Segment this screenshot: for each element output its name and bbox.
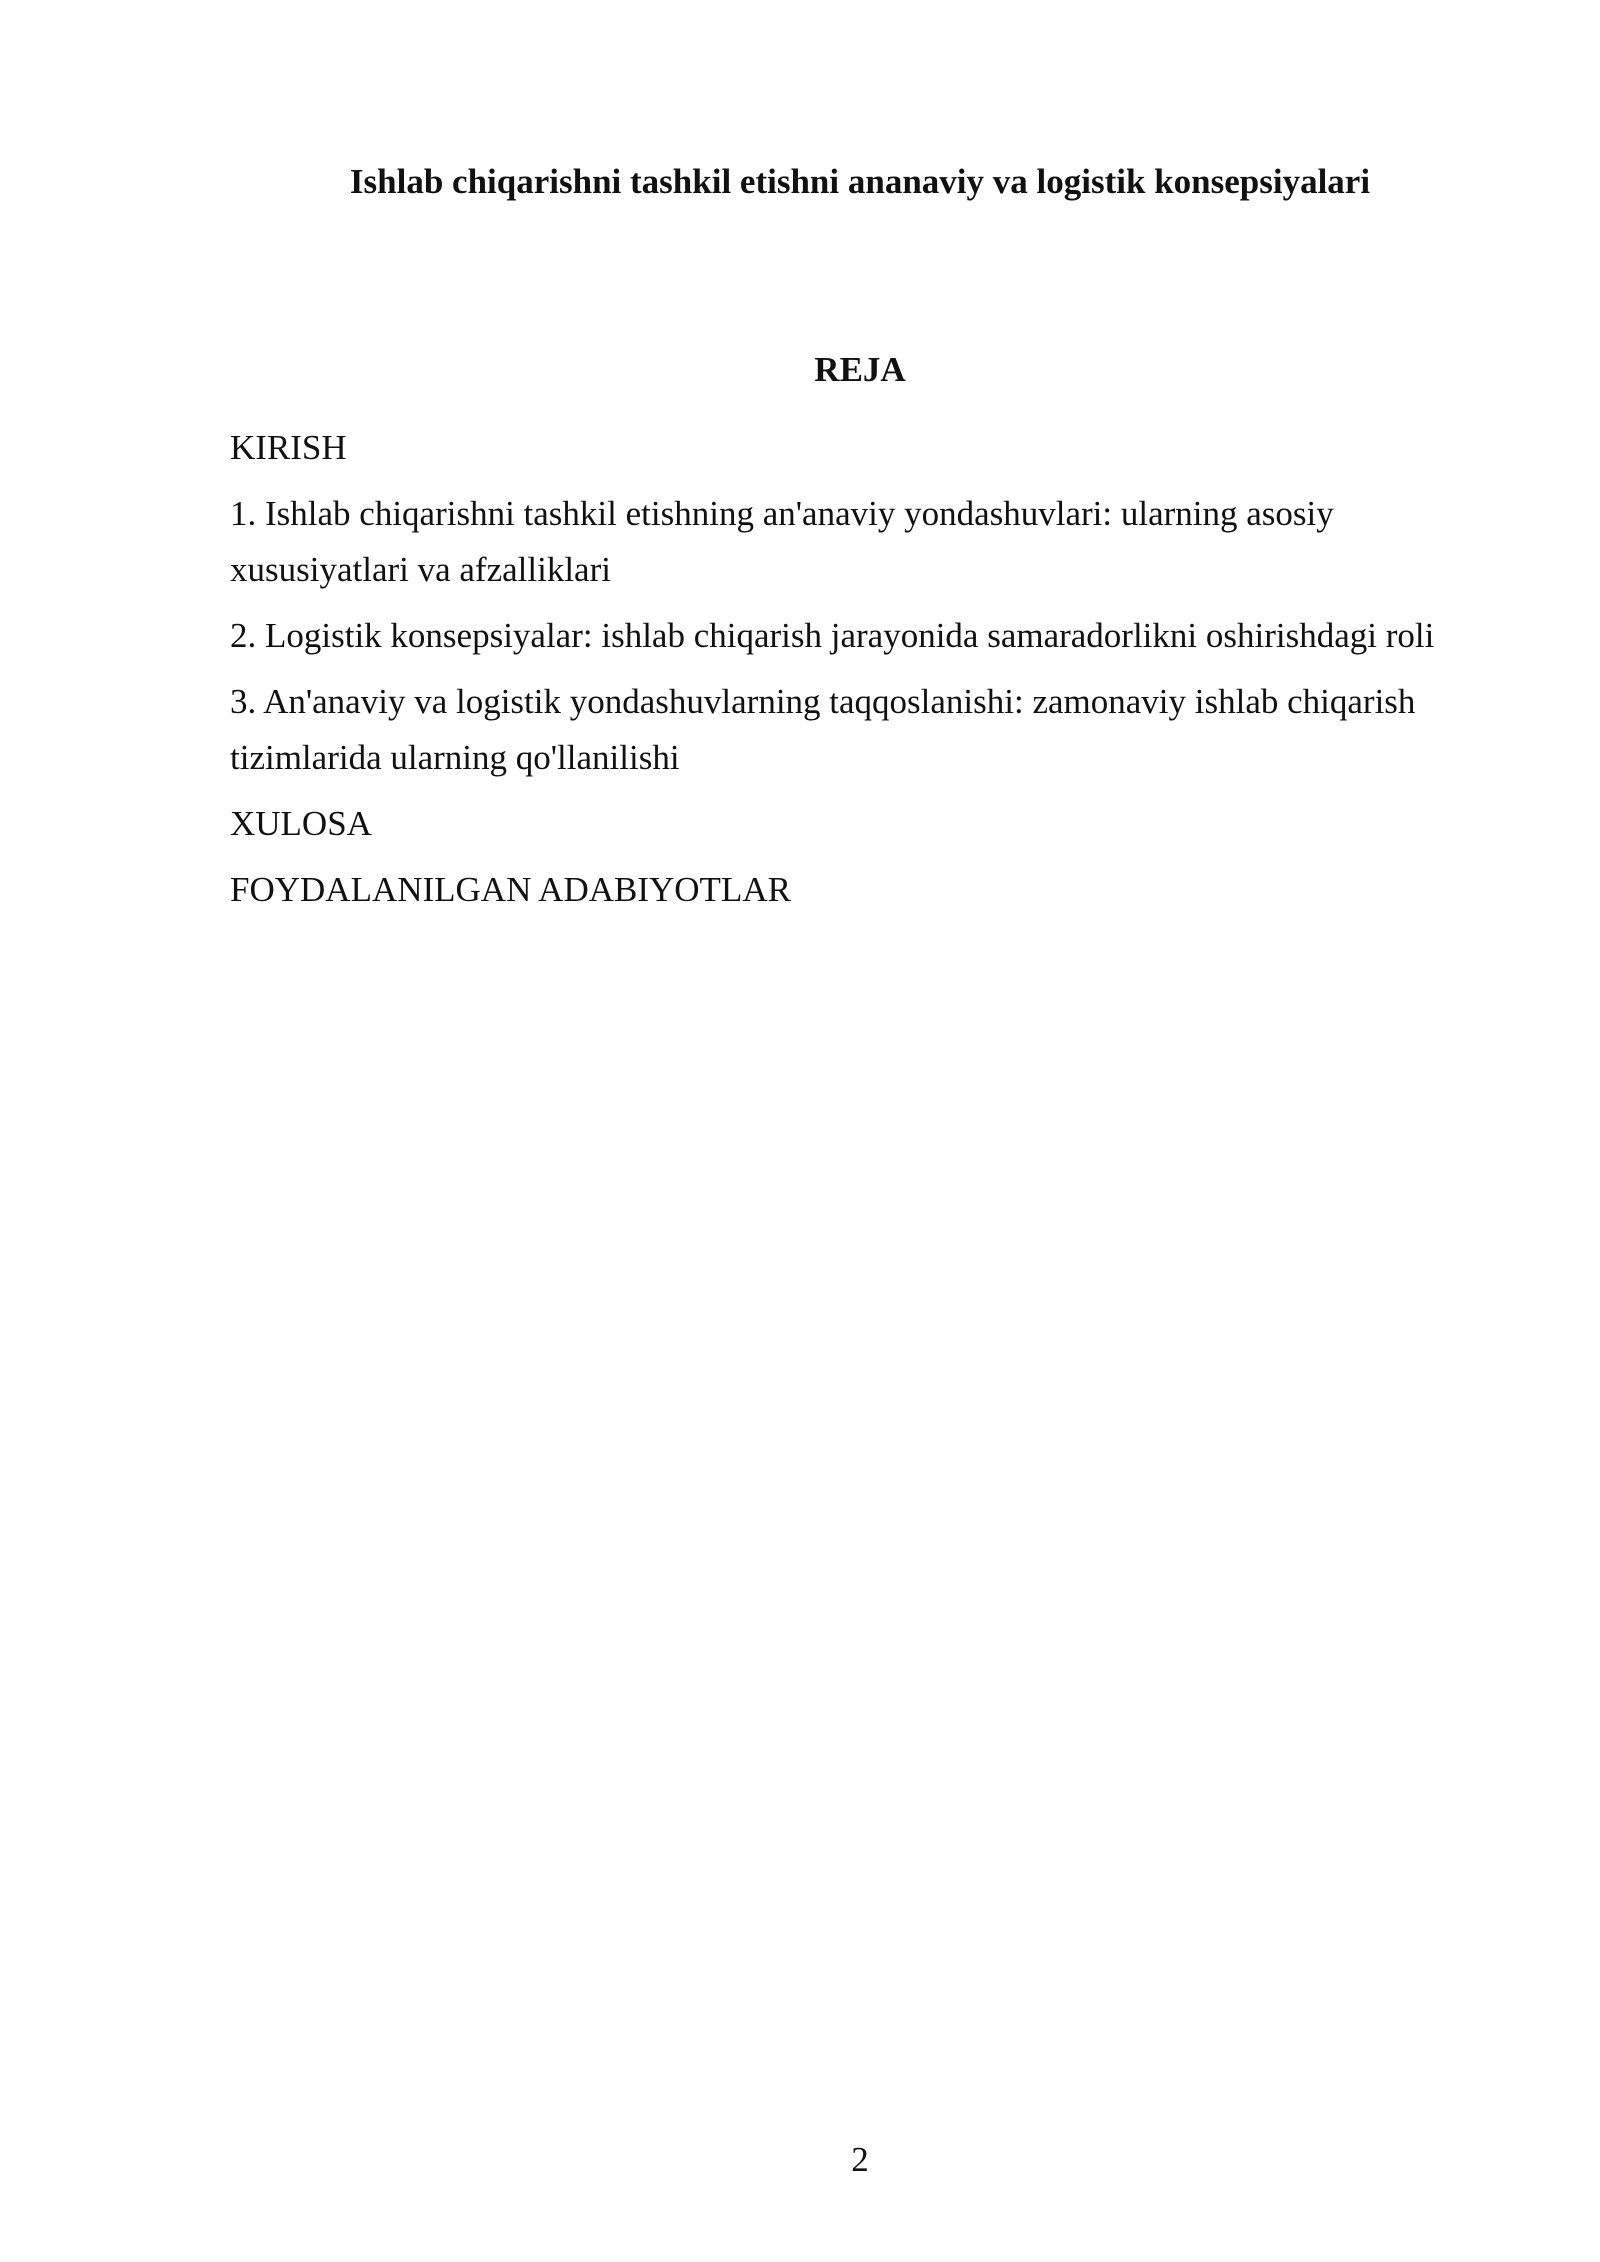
plan-item-3: 3. An'anaviy va logistik yondashuvlarning taqqoslanishi: zamonaviy ishlab chiqarish tizimlarida ularning qo'llanilishi bbox=[230, 682, 1416, 777]
page-number: 2 bbox=[851, 2140, 869, 2179]
plan-heading: REJA bbox=[814, 350, 906, 389]
plan-item-references: FOYDALANILGAN ADABIYOTLAR bbox=[230, 870, 791, 909]
plan-item-conclusion: XULOSA bbox=[230, 804, 372, 843]
plan-item-1: 1. Ishlab chiqarishni tashkil etishning an'anaviy yondashuvlari: ularning asosiy xususiyatlari va afzalliklari bbox=[230, 494, 1334, 589]
plan-item-2: 2. Logistik konsepsiyalar: ishlab chiqarish jarayonida samaradorlikni oshirishdagi roli bbox=[230, 616, 1435, 655]
document-title: Ishlab chiqarishni tashkil etishni ananaviy va logistik konsepsiyalari bbox=[349, 162, 1371, 201]
plan-item-introduction: KIRISH bbox=[230, 428, 347, 467]
plan-list bbox=[230, 420, 1490, 928]
